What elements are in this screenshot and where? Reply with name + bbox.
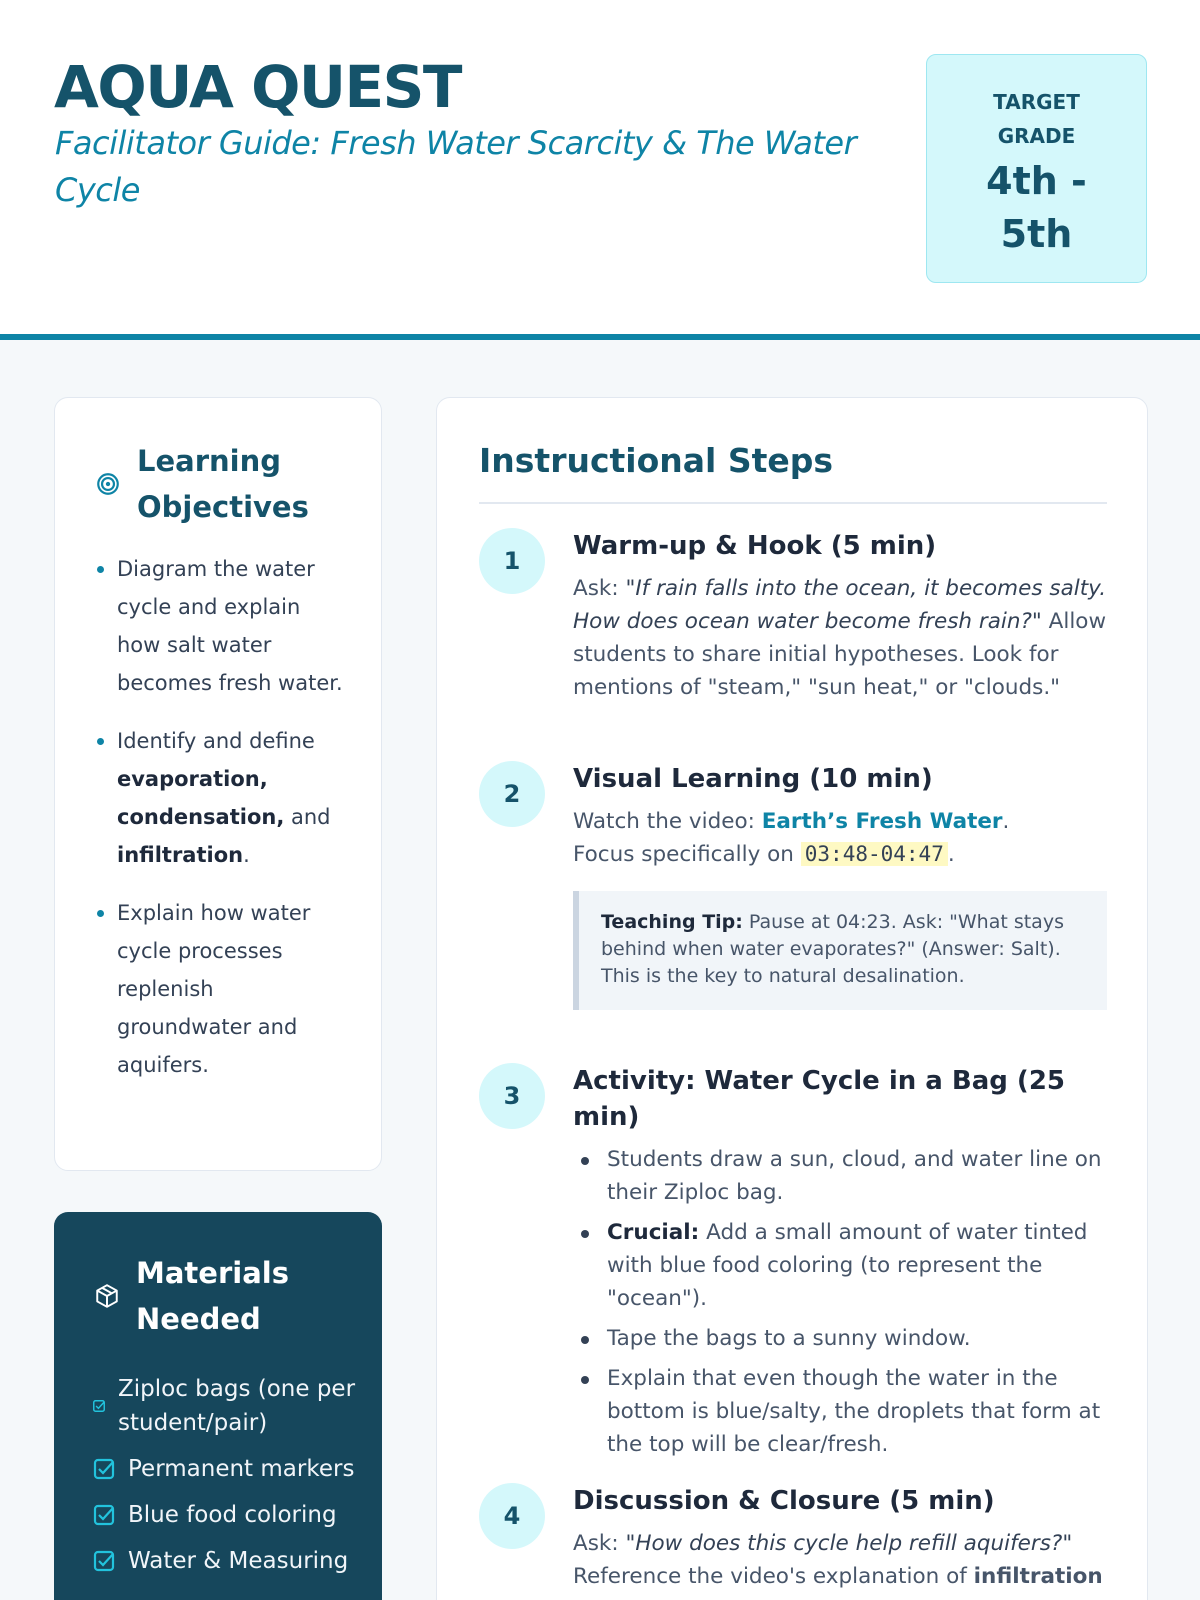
objective-term: evaporation, condensation,: [117, 767, 285, 829]
step-detail: Allow students to share initial hypotheses. Look for mentions of "steam," "sun heat," or "clouds.": [573, 609, 1107, 700]
grade-value: [927, 155, 1146, 261]
step-number: 2: [479, 761, 545, 827]
step-title: Activity: Water Cycle in a Bag (25 min): [573, 1066, 1065, 1132]
brand-title: AQUA QUEST: [54, 53, 461, 121]
step-detail: Reference the video's explanation of: [573, 1564, 974, 1589]
title-line: Needed: [136, 1302, 261, 1336]
material-label: Ziploc bags (one per student/pair): [118, 1376, 356, 1436]
objective-text: Identify and define: [117, 729, 315, 753]
step-detail: Watch the video:: [573, 809, 762, 834]
materials-heading: [94, 1250, 289, 1342]
materials-list: [92, 1372, 382, 1590]
teaching-tip: [573, 891, 1107, 1010]
material-item: [92, 1544, 382, 1578]
material-item: [92, 1452, 382, 1486]
tip-text: Pause at 04:23. Ask: "What stays behind when water evaporates?" (Answer: Salt). This is the key to natural desalination.: [601, 911, 1064, 987]
step-quote: "How does this cycle help refill aquifers?": [625, 1531, 1073, 1556]
step-title: Visual Learning (10 min): [573, 764, 933, 794]
grade-label-line: GRADE: [997, 124, 1076, 148]
step-title: Warm-up & Hook (5 min): [573, 531, 937, 561]
material-item: [92, 1372, 382, 1440]
grade-label-line: TARGET: [993, 90, 1080, 114]
step-number: 4: [479, 1483, 545, 1549]
objective-text: .: [243, 843, 250, 867]
title-line: Learning: [137, 444, 282, 478]
crucial-label: Crucial:: [607, 1220, 700, 1245]
step-text: [573, 1527, 1107, 1593]
title-line: Objectives: [137, 490, 309, 524]
grade-value-line: 4th -: [986, 159, 1087, 203]
objectives-title: [137, 438, 309, 530]
guide-subtitle: Facilitator Guide: Fresh Water Scarcity & The Water Cycle: [55, 124, 857, 209]
objective-item: Explain how water cycle processes replenish groundwater and aquifers.: [95, 894, 345, 1084]
box-icon: [94, 1283, 120, 1309]
timestamp-range: 03:48-04:47: [801, 842, 948, 866]
step-detail: .: [1002, 809, 1010, 834]
ask-label: Ask:: [573, 1531, 626, 1556]
step-quote: "If rain falls into the ocean, it becomes salty. How does ocean water become fresh rain?": [573, 576, 1107, 634]
checkbox-icon: [92, 1549, 116, 1573]
target-grade-badge: [926, 54, 1147, 283]
objectives-heading: [95, 438, 309, 530]
material-item: [92, 1498, 382, 1532]
checkbox-icon: [92, 1399, 106, 1413]
checkbox-icon: [92, 1457, 116, 1481]
step-text: [573, 572, 1107, 704]
step-body: [573, 528, 1107, 704]
step-body: [573, 761, 1107, 1010]
materials-title: [136, 1250, 289, 1342]
grade-value-line: 5th: [1000, 212, 1073, 256]
title-line: Materials: [136, 1256, 289, 1290]
step-number: 3: [479, 1063, 545, 1129]
material-label: Blue food coloring: [128, 1502, 337, 1528]
tip-label: Teaching Tip:: [601, 911, 743, 933]
step-detail: .: [947, 842, 955, 867]
ask-label: Ask:: [573, 576, 626, 601]
materials-card: [54, 1212, 382, 1600]
activity-item: Explain that even though the water in the bottom is blue/salty, the droplets that form at the top will be clear/fresh.: [573, 1362, 1107, 1461]
step-body: [573, 1483, 1107, 1593]
key-term: infiltration: [973, 1564, 1103, 1589]
objective-item: Diagram the water cycle and explain how salt water becomes fresh water.: [95, 550, 345, 702]
target-icon: [95, 471, 121, 497]
activity-item: [573, 1216, 1107, 1315]
material-label: Water & Measuring: [128, 1548, 349, 1574]
video-link[interactable]: Earth’s Fresh Water: [761, 809, 1003, 834]
activity-list: [573, 1143, 1107, 1461]
objectives-list: [95, 550, 345, 1104]
step-number: 1: [479, 528, 545, 594]
objective-term: infiltration: [117, 843, 244, 867]
step-detail: Focus specifically on: [573, 842, 801, 867]
step-text: [573, 805, 1107, 871]
activity-item: Students draw a sun, cloud, and water line on their Ziploc bag.: [573, 1143, 1107, 1209]
activity-item: Tape the bags to a sunny window.: [573, 1322, 1107, 1355]
checkbox-icon: [92, 1503, 116, 1527]
grade-label: [927, 85, 1146, 153]
learning-objectives-card: [54, 397, 382, 1171]
steps-title: Instructional Steps: [479, 438, 1107, 504]
instructional-steps-card: [436, 397, 1148, 1600]
objective-text: and: [284, 805, 331, 829]
page-header: [0, 0, 1200, 340]
step-body: [573, 1063, 1107, 1468]
activity-text: Add a small amount of water tinted with blue food coloring (to represent the "ocean").: [607, 1220, 1088, 1311]
material-label: Permanent markers: [128, 1456, 355, 1482]
step-title: Discussion & Closure (5 min): [573, 1486, 995, 1516]
objective-item: [95, 722, 345, 874]
